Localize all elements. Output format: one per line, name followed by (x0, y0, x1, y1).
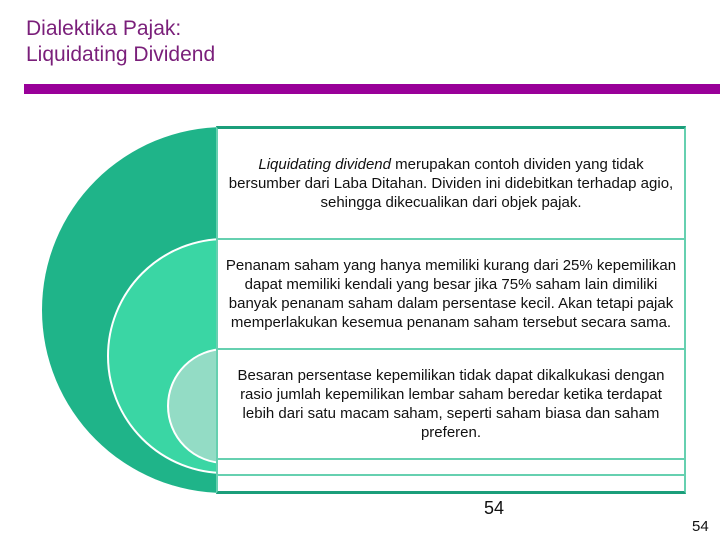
content-box-1-text (224, 155, 678, 212)
content-box-1-body: merupakan contoh dividen yang tidak bersumber dari Laba Ditahan. Dividen ini didebitkan terhadap agio, sehingga dikecualikan dari objek pajak. (228, 156, 674, 211)
content-box-3-text: Besaran persentase kepemilikan tidak dapat dikalkukasi dengan rasio jumlah kepemilikan lembar saham beredar ketika terdapat lebih dari satu macam saham, seperti saham biasa dan saham preferen. (237, 367, 665, 441)
page-number-corner: 54 (692, 518, 709, 535)
empty-box-5 (216, 474, 686, 494)
title-line-2: Liquidating Dividend (26, 43, 216, 66)
content-box-2-text: Penanam saham yang hanya memiliki kurang dari 25% kepemilikan dapat memiliki kendali yang besar jika 75% saham lain dimiliki banyak penanam saham dalam persentase kecil. Akan tetapi pajak memperlakukan kesemua penanam saham tersebut secara sama. (225, 257, 677, 331)
title-line-1: Dialektika Pajak: (26, 17, 182, 40)
content-box-3 (216, 348, 686, 460)
content-box-1 (216, 126, 686, 240)
content-box-1-italic-term: Liquidating dividend (258, 156, 391, 173)
page-number-center: 54 (484, 498, 505, 518)
content-box-2 (216, 238, 686, 350)
